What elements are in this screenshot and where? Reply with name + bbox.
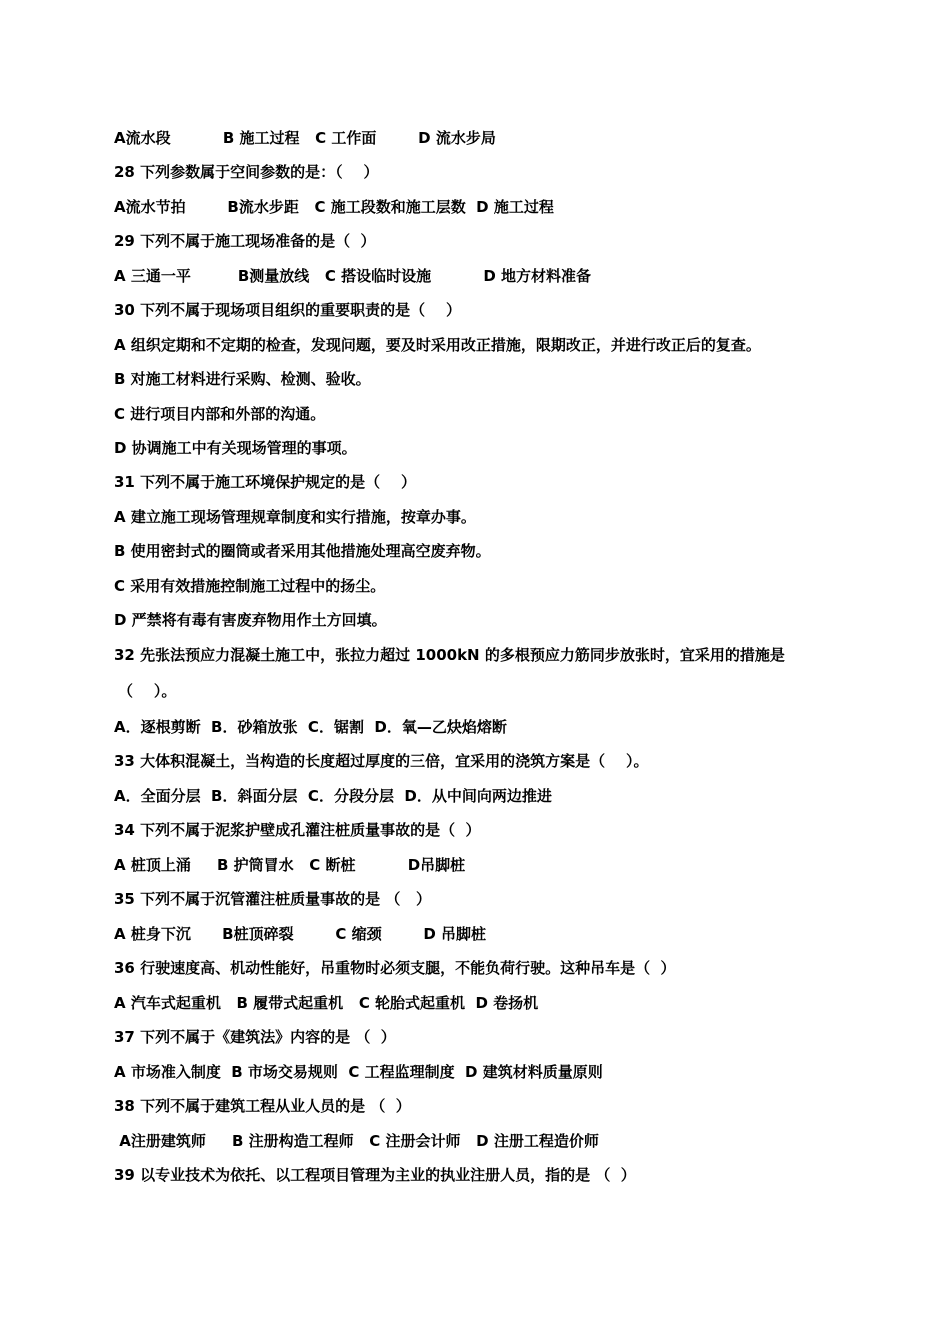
- answer-option-31-a: A 建立施工现场管理规章制度和实行措施，按章办事。: [114, 508, 476, 526]
- question-32-blank: （ ）。: [118, 682, 177, 700]
- question-31: 31 下列不属于施工环境保护规定的是（ ）: [114, 473, 416, 491]
- answer-option-30-d: D 协调施工中有关现场管理的事项。: [114, 439, 357, 457]
- answer-option-31-c: C 采用有效措施控制施工过程中的扬尘。: [114, 577, 386, 595]
- question-33: 33 大体积混凝土，当构造的长度超过厚度的三倍，宜采用的浇筑方案是（ ）。: [114, 752, 649, 770]
- answer-options-36: A 汽车式起重机 B 履带式起重机 C 轮胎式起重机 D 卷扬机: [114, 994, 539, 1012]
- question-34: 34 下列不属于泥浆护壁成孔灌注桩质量事故的是（ ）: [114, 821, 481, 839]
- question-37: 37 下列不属于《建筑法》内容的是 （ ）: [114, 1028, 396, 1046]
- question-38: 38 下列不属于建筑工程从业人员的是 （ ）: [114, 1097, 411, 1115]
- question-30: 30 下列不属于现场项目组织的重要职责的是（ ）: [114, 301, 461, 319]
- question-39: 39 以专业技术为依托、以工程项目管理为主业的执业注册人员，指的是 （ ）: [114, 1166, 636, 1184]
- answer-option-30-a: A 组织定期和不定期的检查，发现问题，要及时采用改正措施，限期改正，并进行改正后的复查。: [114, 336, 761, 354]
- answer-options-37: A 市场准入制度 B 市场交易规则 C 工程监理制度 D 建筑材料质量原则: [114, 1063, 603, 1081]
- answer-options-27: A流水段 B 施工过程 C 工作面 D 流水步局: [114, 129, 496, 147]
- answer-options-32: A．逐根剪断 B．砂箱放张 C．锯割 D．氧—乙炔焰熔断: [114, 718, 507, 736]
- answer-option-30-b: B 对施工材料进行采购、检测、验收。: [114, 370, 371, 388]
- answer-option-30-c: C 进行项目内部和外部的沟通。: [114, 405, 326, 423]
- question-36: 36 行驶速度高、机动性能好，吊重物时必须支腿，不能负荷行驶。这种吊车是（ ）: [114, 959, 676, 977]
- answer-option-31-d: D 严禁将有毒有害废弃物用作土方回填。: [114, 611, 387, 629]
- answer-options-34: A 桩顶上涌 B 护筒冒水 C 断桩 D吊脚桩: [114, 856, 466, 874]
- question-32: 32 先张法预应力混凝土施工中，张拉力超过 1000kN 的多根预应力筋同步放张时，宜采用的措施是: [114, 646, 785, 664]
- question-29: 29 下列不属于施工现场准备的是（ ）: [114, 232, 376, 250]
- answer-option-31-b: B 使用密封式的圈筒或者采用其他措施处理高空废弃物。: [114, 542, 491, 560]
- question-35: 35 下列不属于沉管灌注桩质量事故的是 （ ）: [114, 890, 431, 908]
- answer-options-38: A注册建筑师 B 注册构造工程师 C 注册会计师 D 注册工程造价师: [114, 1132, 599, 1150]
- question-28: 28 下列参数属于空间参数的是：（ ）: [114, 163, 379, 181]
- answer-options-35: A 桩身下沉 B桩顶碎裂 C 缩颈 D 吊脚桩: [114, 925, 487, 943]
- answer-options-33: A．全面分层 B．斜面分层 C．分段分层 D．从中间向两边推进: [114, 787, 552, 805]
- answer-options-28: A流水节拍 B流水步距 C 施工段数和施工层数 D 施工过程: [114, 198, 554, 216]
- answer-options-29: A 三通一平 B测量放线 C 搭设临时设施 D 地方材料准备: [114, 267, 592, 285]
